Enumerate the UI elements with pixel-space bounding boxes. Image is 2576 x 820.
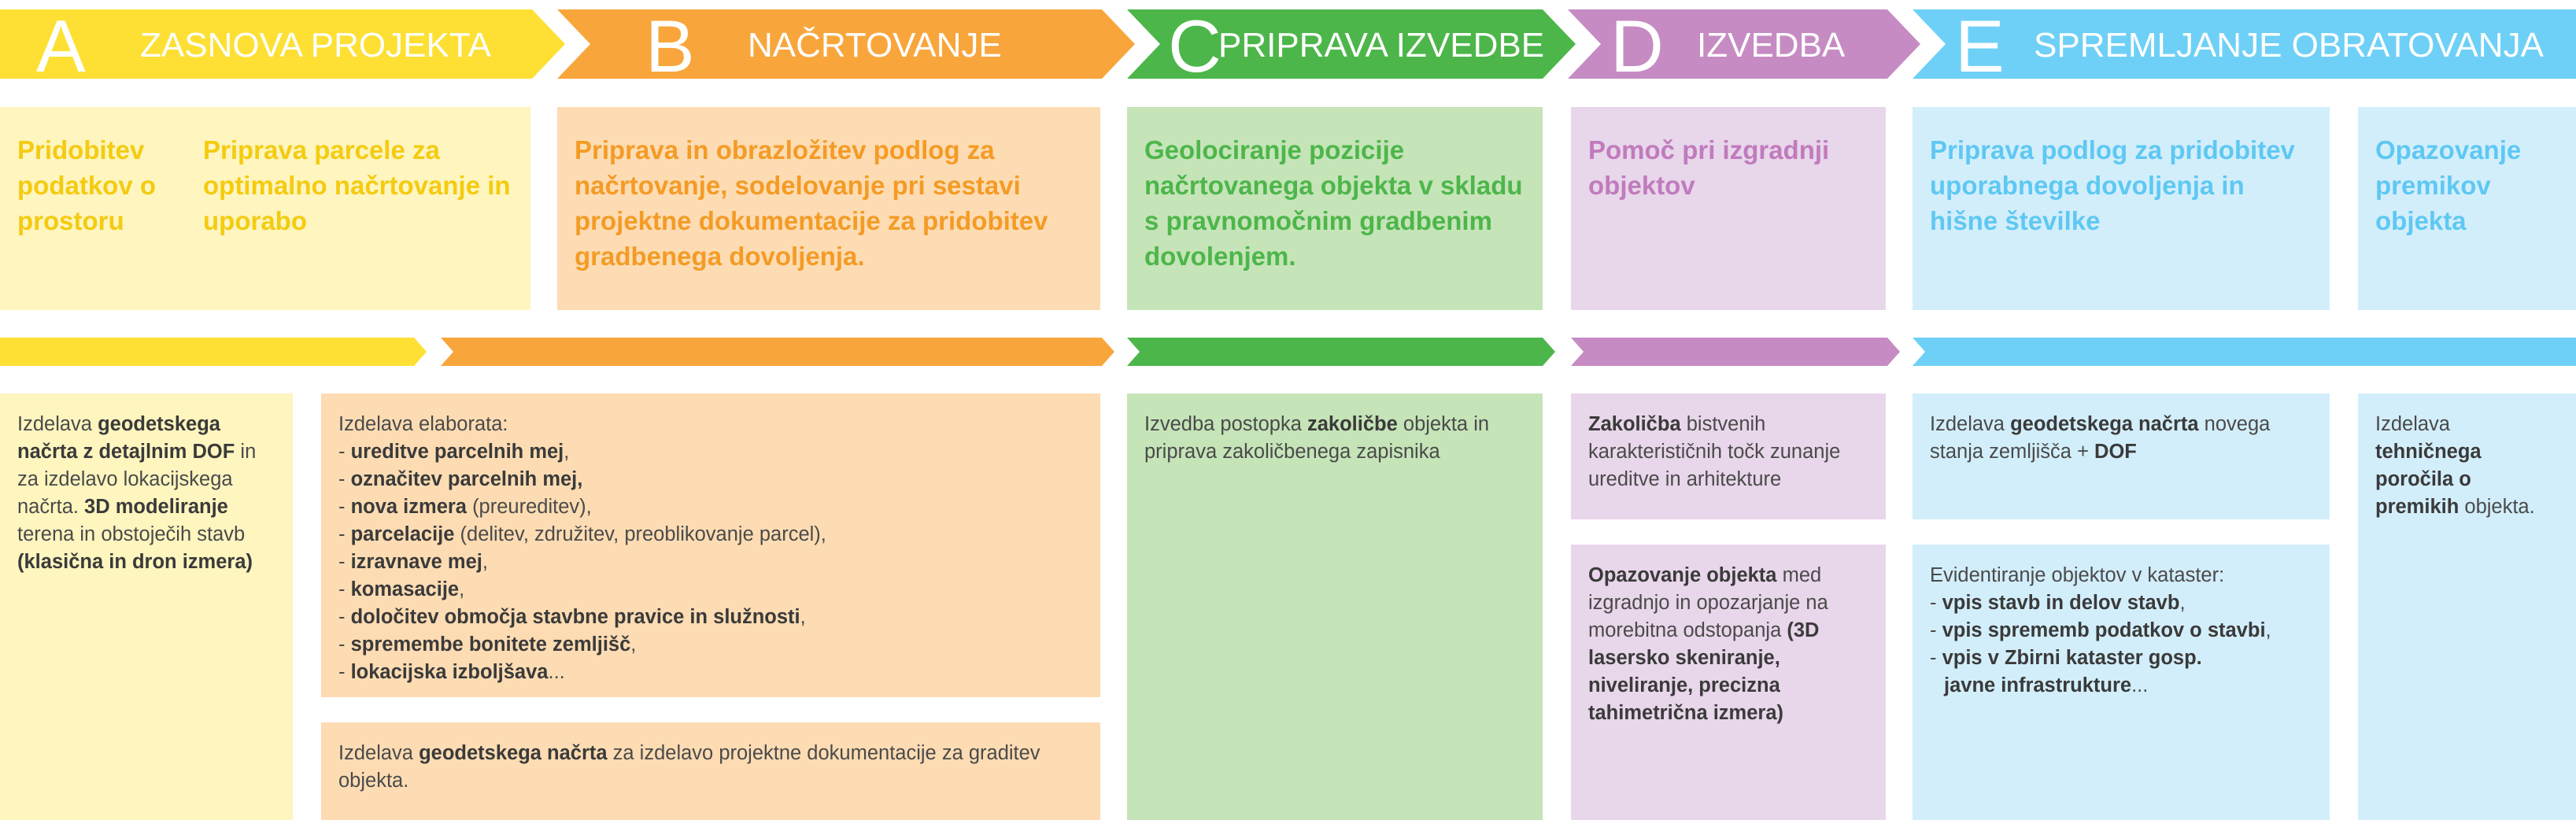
list-item: - spremembe bonitete zemljišč, <box>338 631 1083 659</box>
detail-d2: Opazovanje objekta med izgradnjo in opozarjanje na morebitna odstopanja (3D lasersko skeniranje, niveliranje, precizna tahimetrična izmera) <box>1571 545 1886 820</box>
list-item: - izravnave mej, <box>338 549 1083 576</box>
list-item: - vpis v Zbirni kataster gosp. <box>1930 645 2312 672</box>
summary-a2: Priprava parcele za optimalno načrtovanje in uporabo <box>203 135 511 235</box>
divider-e <box>1913 338 2576 366</box>
detail-b1 <box>321 393 1100 697</box>
detail-e1: Izdelava geodetskega načrta novega stanja zemljišča + DOF <box>1913 393 2330 519</box>
detail-b1-intro: Izdelava elaborata: <box>338 413 508 435</box>
summary-a1: Pridobitev podatkov o prostoru <box>17 135 157 235</box>
list-item: - lokacijska izboljšava... <box>338 659 1083 686</box>
detail-b2: Izdelava geodetskega načrta za izdelavo projektne dokumentacije za graditev objekta. <box>321 722 1100 820</box>
list-item: - vpis sprememb podatkov o stavbi, <box>1930 617 2312 645</box>
list-item: - določitev območja stavbne pravice in služnosti, <box>338 604 1083 631</box>
detail-e2-intro: Evidentiranje objektov v kataster: <box>1930 564 2225 586</box>
list-item: - označitev parcelnih mej, <box>338 466 1083 493</box>
detail-c: Izvedba postopka zakoličbe objekta in priprava zakoličbenega zapisnika <box>1127 393 1543 820</box>
phase-e-title: SPREMLJANJE OBRATOVANJA <box>2034 26 2544 65</box>
divider-a <box>0 338 427 366</box>
detail-e2-list <box>1930 589 2312 672</box>
phase-a-letter: A <box>36 5 86 87</box>
summary-e1: Priprava podlog za pridobitev uporabnega dovoljenja in hišne številke <box>1913 107 2330 310</box>
list-item: - nova izmera (preureditev), <box>338 493 1083 521</box>
summary-d: Pomoč pri izgradnji objektov <box>1571 107 1886 310</box>
detail-b1-list <box>338 438 1083 686</box>
phase-b-letter: B <box>645 5 695 87</box>
phase-d-title: IZVEDBA <box>1697 26 1846 65</box>
phase-a-title: ZASNOVA PROJEKTA <box>140 26 491 65</box>
phase-d-letter: D <box>1610 5 1664 87</box>
detail-e2-continuation: javne infrastrukture... <box>1944 674 2149 696</box>
divider-d <box>1571 338 1900 366</box>
summary-box-a <box>0 107 530 310</box>
list-item: - komasacije, <box>338 576 1083 604</box>
detail-a: Izdelava geodetskega načrta z detajlnim DOF in za izdelavo lokacijskega načrta. 3D modeliranje terena in obstoječih stavb (klasična in dron izmera) <box>0 393 293 820</box>
summary-e2: Opazovanje premikov objekta <box>2358 107 2576 310</box>
list-item: - ureditve parcelnih mej, <box>338 438 1083 466</box>
summary-c: Geolociranje pozicije načrtovanega objekta v skladu s pravnomočnim gradbenim dovolenjem. <box>1127 107 1543 310</box>
divider-c <box>1127 338 1555 366</box>
phase-b-title: NAČRTOVANJE <box>748 26 1002 65</box>
phase-e-letter: E <box>1955 5 2005 87</box>
detail-e3: Izdelava tehničnega poročila o premikih objekta. <box>2358 393 2576 820</box>
list-item: - parcelacije (delitev, združitev, preoblikovanje parcel), <box>338 521 1083 549</box>
summary-b: Priprava in obrazložitev podlog za načrtovanje, sodelovanje pri sestavi projektne dokumentacije za pridobitev gradbenega dovoljenja. <box>557 107 1100 310</box>
list-item: - vpis stavb in delov stavb, <box>1930 589 2312 617</box>
phase-c-letter: C <box>1168 5 1221 87</box>
detail-e2 <box>1913 545 2330 820</box>
divider-b <box>441 338 1114 366</box>
detail-d1: Zakoličba bistvenih karakterističnih točk zunanje ureditve in arhitekture <box>1571 393 1886 519</box>
phase-c-title: PRIPRAVA IZVEDBE <box>1218 26 1545 65</box>
